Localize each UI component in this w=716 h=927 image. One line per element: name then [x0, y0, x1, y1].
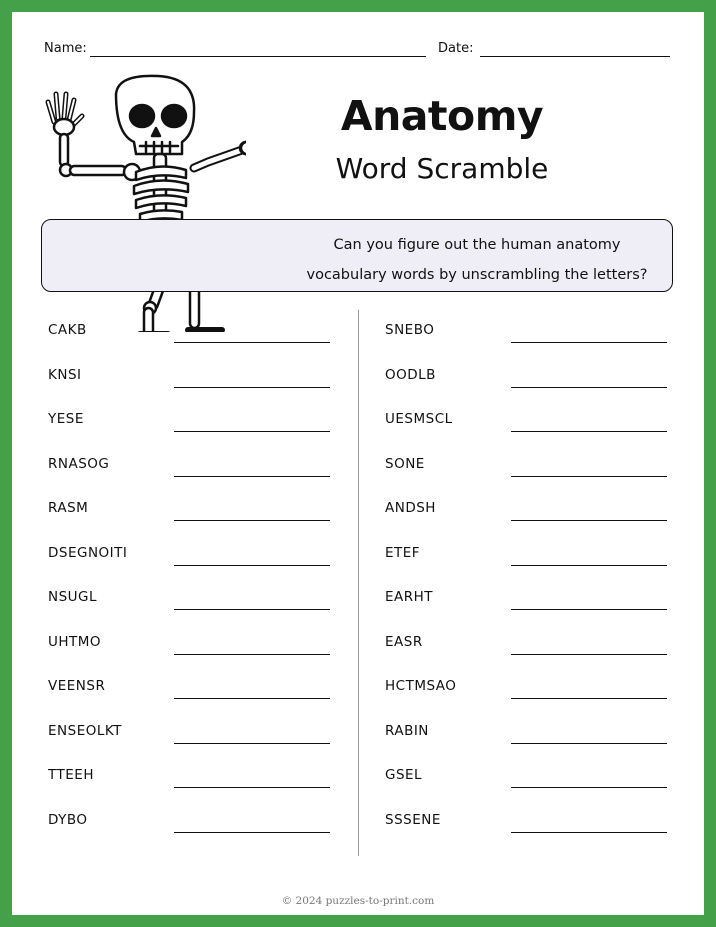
header-fields	[12, 39, 704, 63]
scrambled-word: DYBO	[48, 811, 88, 828]
scrambled-word: SSSENE	[385, 811, 441, 828]
worksheet-page	[12, 12, 704, 915]
answer-line[interactable]	[511, 787, 667, 788]
word-row	[385, 541, 705, 586]
word-row	[48, 719, 368, 764]
scrambled-word: NSUGL	[48, 589, 98, 605]
instructions-box	[41, 219, 673, 292]
answer-line[interactable]	[511, 565, 667, 566]
instructions-line-2: vocabulary words by unscrambling the letters?	[306, 267, 648, 283]
answer-line[interactable]	[174, 520, 330, 521]
answer-line[interactable]	[511, 342, 667, 343]
scrambled-word: TTEEH	[48, 767, 94, 783]
date-label: Date:	[438, 41, 474, 56]
scrambled-word: KNSI	[48, 366, 82, 383]
word-row	[48, 630, 368, 675]
answer-line[interactable]	[511, 609, 667, 610]
answer-line[interactable]	[511, 476, 667, 477]
word-row	[48, 674, 368, 719]
answer-line[interactable]	[511, 431, 667, 432]
footer-credit: © 2024 puzzles-to-print.com	[281, 895, 435, 907]
word-row	[385, 808, 705, 853]
scrambled-word: VEENSR	[48, 678, 106, 694]
scrambled-word: ANDSH	[385, 500, 436, 516]
right-word-column	[385, 318, 705, 852]
skeleton-icon	[36, 72, 246, 332]
scrambled-word: YESE	[48, 411, 84, 427]
word-row	[385, 630, 705, 675]
word-row	[48, 541, 368, 586]
answer-line[interactable]	[174, 787, 330, 788]
answer-line[interactable]	[174, 832, 330, 833]
word-row	[48, 318, 368, 363]
answer-line[interactable]	[174, 431, 330, 432]
scrambled-word: ETEF	[385, 544, 421, 561]
word-row	[48, 763, 368, 808]
word-row	[385, 674, 705, 719]
answer-line[interactable]	[511, 387, 667, 388]
instructions-text	[282, 230, 672, 290]
page-title: Anatomy	[340, 92, 544, 140]
scrambled-word: EASR	[385, 633, 423, 650]
scrambled-word: SNEBO	[385, 322, 435, 338]
scrambled-word: UHTMO	[48, 633, 102, 650]
scrambled-word: RABIN	[385, 722, 429, 739]
answer-line[interactable]	[511, 743, 667, 744]
word-row	[385, 719, 705, 764]
word-row	[48, 496, 368, 541]
name-label: Name:	[44, 41, 87, 56]
answer-line[interactable]	[511, 832, 667, 833]
date-line	[480, 56, 670, 57]
scrambled-word: RASM	[48, 500, 89, 516]
word-row	[385, 407, 705, 452]
answer-line[interactable]	[174, 565, 330, 566]
answer-line[interactable]	[511, 520, 667, 521]
scrambled-word: OODLB	[385, 366, 436, 383]
scrambled-word: ENSEOLKT	[48, 722, 122, 739]
answer-line[interactable]	[174, 654, 330, 655]
scrambled-word: UESMSCL	[385, 411, 453, 427]
scrambled-word: CAKB	[48, 322, 87, 338]
answer-line[interactable]	[174, 743, 330, 744]
page-subtitle: Word Scramble	[335, 152, 549, 185]
word-row	[385, 363, 705, 408]
word-row	[385, 318, 705, 363]
scrambled-word: EARHT	[385, 589, 434, 605]
word-row	[48, 452, 368, 497]
scrambled-word: GSEL	[385, 767, 423, 783]
scrambled-word: SONE	[385, 455, 425, 472]
answer-line[interactable]	[174, 698, 330, 699]
answer-line[interactable]	[174, 387, 330, 388]
answer-line[interactable]	[174, 609, 330, 610]
word-row	[48, 808, 368, 853]
word-row	[385, 496, 705, 541]
word-row	[385, 585, 705, 630]
left-word-column	[48, 318, 368, 852]
scrambled-word: HCTMSAO	[385, 678, 457, 694]
word-row	[385, 763, 705, 808]
word-row	[48, 363, 368, 408]
answer-line[interactable]	[511, 698, 667, 699]
instructions-line-1: Can you figure out the human anatomy	[333, 237, 621, 253]
word-row	[48, 585, 368, 630]
word-row	[48, 407, 368, 452]
scrambled-word: RNASOG	[48, 455, 110, 472]
name-line	[90, 56, 426, 57]
answer-line[interactable]	[511, 654, 667, 655]
answer-line[interactable]	[174, 476, 330, 477]
answer-line[interactable]	[174, 342, 330, 343]
word-row	[385, 452, 705, 497]
scrambled-word: DSEGNOITI	[48, 544, 128, 561]
